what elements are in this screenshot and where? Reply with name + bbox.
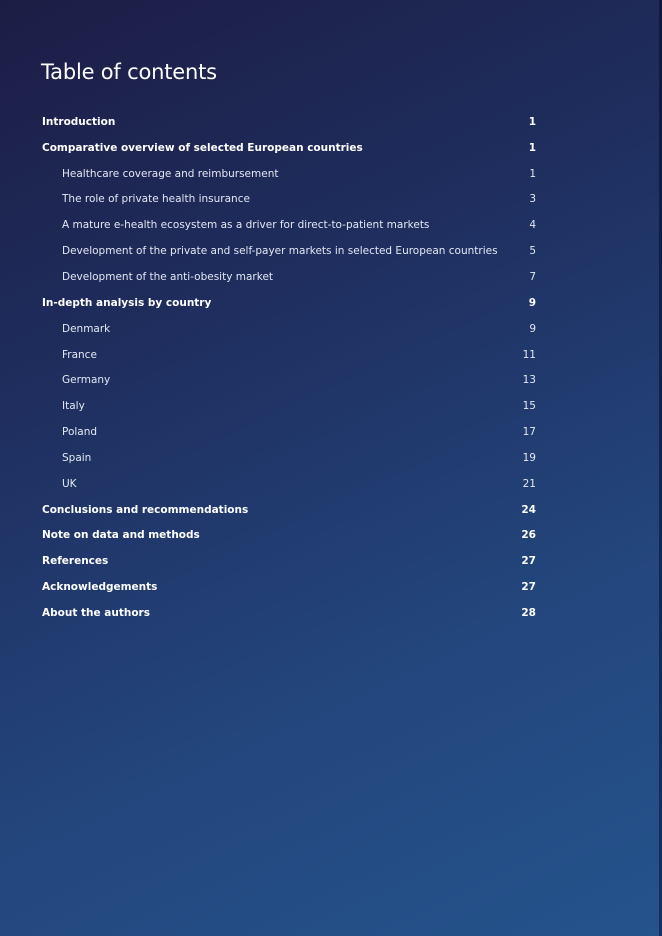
toc-entry-title: Denmark	[62, 322, 111, 335]
toc-section-entry[interactable]	[42, 574, 536, 600]
toc-section-entry[interactable]	[42, 109, 536, 135]
toc-entry-page-number: 11	[522, 348, 536, 361]
toc-subsection-entry[interactable]	[42, 419, 536, 445]
toc-entry-page-number: 27	[521, 581, 536, 594]
toc-entry-page-number: 5	[529, 245, 536, 258]
toc-entry-page-number: 19	[522, 451, 536, 464]
toc-entry-page-number: 9	[529, 322, 536, 335]
toc-entry-page-number: 26	[521, 529, 536, 542]
toc-entry-page-number: 27	[521, 555, 536, 568]
toc-entry-page-number: 17	[522, 426, 536, 439]
toc-section-entry[interactable]	[42, 548, 536, 574]
toc-subsection-entry[interactable]	[42, 264, 536, 290]
toc-entry-title: Healthcare coverage and reimbursement	[62, 167, 279, 180]
toc-section-entry[interactable]	[42, 290, 536, 316]
toc-entry-title: Italy	[62, 400, 85, 413]
toc-entry-title: Germany	[62, 374, 111, 387]
toc-subsection-entry[interactable]	[42, 445, 536, 471]
toc-subsection-entry[interactable]	[42, 367, 536, 393]
toc-entry-title: Development of the private and self-payer markets in selected European countries	[62, 245, 498, 258]
toc-subsection-entry[interactable]	[42, 238, 536, 264]
toc-entry-title: Acknowledgements	[42, 581, 158, 594]
toc-entry-page-number: 1	[528, 115, 536, 128]
toc-entry-page-number: 15	[522, 400, 536, 413]
toc-subsection-entry[interactable]	[42, 471, 536, 497]
toc-entry-page-number: 13	[522, 374, 536, 387]
toc-entry-title: Comparative overview of selected European countries	[42, 141, 363, 154]
toc-entry-title: About the authors	[42, 606, 150, 619]
toc-entry-title: Development of the anti-obesity market	[62, 270, 274, 283]
toc-subsection-entry[interactable]	[42, 161, 536, 187]
toc-section-entry[interactable]	[42, 497, 536, 523]
page-title: Table of contents	[41, 60, 217, 84]
toc-entry-title: Poland	[62, 426, 98, 439]
toc-subsection-entry[interactable]	[42, 342, 536, 368]
toc-entry-title: Introduction	[42, 115, 116, 128]
toc-entry-title: France	[62, 348, 97, 361]
toc-section-entry[interactable]	[42, 600, 536, 626]
toc-subsection-entry[interactable]	[42, 393, 536, 419]
toc-entry-page-number: 7	[529, 270, 536, 283]
toc-list	[42, 109, 536, 626]
toc-entry-page-number: 1	[528, 141, 536, 154]
toc-subsection-entry[interactable]	[42, 316, 536, 342]
toc-entry-title: References	[42, 555, 109, 568]
toc-entry-title: The role of private health insurance	[62, 193, 250, 206]
toc-entry-page-number: 9	[528, 296, 536, 309]
toc-entry-title: Spain	[62, 451, 92, 464]
toc-entry-title: Conclusions and recommendations	[42, 503, 249, 516]
toc-entry-page-number: 4	[529, 219, 536, 232]
toc-subsection-entry[interactable]	[42, 187, 536, 213]
toc-entry-page-number: 24	[521, 503, 536, 516]
toc-entry-page-number: 1	[529, 167, 536, 180]
toc-entry-page-number: 28	[521, 606, 536, 619]
toc-section-entry[interactable]	[42, 135, 536, 161]
toc-entry-title: In-depth analysis by country	[42, 296, 212, 309]
toc-entry-title: UK	[62, 477, 77, 490]
toc-entry-title: Note on data and methods	[42, 529, 200, 542]
toc-subsection-entry[interactable]	[42, 212, 536, 238]
toc-entry-page-number: 21	[522, 477, 536, 490]
toc-section-entry[interactable]	[42, 523, 536, 549]
toc-entry-title: A mature e-health ecosystem as a driver for direct-to-patient markets	[62, 219, 430, 232]
toc-entry-page-number: 3	[529, 193, 536, 206]
